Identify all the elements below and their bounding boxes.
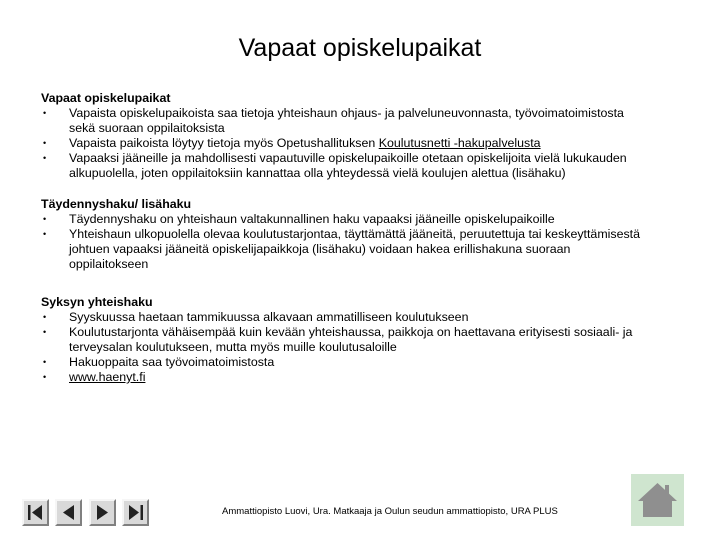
list-item-text: Koulutustarjonta vähäisempää kuin kevään yhteishaussa, paikkoja on haettavana erityisesti sosiaali- ja terveysalan koulutukseen, mutta myös muille koulutusaloille bbox=[69, 325, 633, 354]
list-item-text: Syyskuussa haetaan tammikuussa alkavaan ammatilliseen koulutukseen bbox=[69, 310, 469, 324]
list-item bbox=[41, 136, 641, 151]
list-item bbox=[41, 355, 641, 370]
home-button[interactable] bbox=[631, 474, 684, 526]
koulutusnetti-link[interactable]: Koulutusnetti -hakupalvelusta bbox=[378, 136, 541, 150]
first-slide-button[interactable] bbox=[22, 499, 49, 526]
bullet-icon: • bbox=[43, 138, 47, 148]
list-item-text: Hakuoppaita saa työvoimatoimistosta bbox=[69, 355, 275, 369]
bullet-icon: • bbox=[43, 357, 47, 367]
slide-title: Vapaat opiskelupaikat bbox=[238, 34, 482, 62]
bullet-icon: • bbox=[43, 229, 47, 239]
slide-content bbox=[41, 91, 641, 385]
footer-text: Ammattiopisto Luovi, Ura. Matkaaja ja Oulun seudun ammattiopisto, URA PLUS bbox=[222, 506, 558, 517]
bullet-icon: • bbox=[43, 327, 47, 337]
section-heading: Täydennyshaku/ lisähaku bbox=[41, 197, 192, 211]
section-heading: Vapaat opiskelupaikat bbox=[41, 91, 171, 105]
bullet-icon: • bbox=[43, 214, 47, 224]
haenyt-link[interactable]: www.haenyt.fi bbox=[69, 370, 146, 384]
bullet-icon: • bbox=[43, 372, 47, 382]
list-item bbox=[41, 212, 641, 227]
list-item-text: Vapaista opiskelupaikoista saa tietoja yhteishaun ohjaus- ja palveluneuvonnasta, työvoimatoimistosta sekä suoraan oppilaitoksista bbox=[69, 106, 624, 135]
list-item bbox=[41, 106, 641, 136]
last-slide-button[interactable] bbox=[122, 499, 149, 526]
list-item bbox=[41, 310, 641, 325]
last-slide-icon bbox=[124, 501, 147, 524]
list-item-text: Vapaaksi jääneille ja mahdollisesti vapautuville opiskelupaikoille otetaan opiskelijoita vielä lukukauden alkupuolella, joten oppilaitoksiin kannattaa olla yhteydessä vielä koulujen alettua (lisähaku) bbox=[69, 151, 627, 180]
list-item bbox=[41, 151, 641, 181]
list-item-text: Täydennyshaku on yhteishaun valtakunnallinen haku vapaaksi jääneille opiskelupaikoille bbox=[69, 212, 555, 226]
bullet-icon: • bbox=[43, 312, 47, 322]
list-item bbox=[41, 227, 641, 272]
list-item bbox=[41, 325, 641, 355]
section-heading: Syksyn yhteishaku bbox=[41, 295, 153, 309]
list-item bbox=[41, 370, 641, 385]
list-item-text: Vapaista paikoista löytyy tietoja myös Opetushallituksen bbox=[69, 136, 379, 150]
home-icon bbox=[631, 474, 684, 526]
previous-slide-icon bbox=[57, 501, 80, 524]
bullet-icon: • bbox=[43, 108, 47, 118]
next-slide-button[interactable] bbox=[89, 499, 116, 526]
next-slide-icon bbox=[91, 501, 114, 524]
previous-slide-button[interactable] bbox=[55, 499, 82, 526]
list-item-text: Yhteishaun ulkopuolella olevaa koulutustarjontaa, täyttämättä jääneitä, peruutettuja tai keskeyttämisestä johtuen vapaaksi jääneitä opiskelijapaikkoja (lisähaku) voidaan hakea erillishakuna suoraan oppilaitokseen bbox=[69, 227, 641, 271]
section-vapaat bbox=[41, 91, 641, 181]
bullet-icon: • bbox=[43, 153, 47, 163]
first-slide-icon bbox=[24, 501, 47, 524]
section-syksyn-yhteishaku bbox=[41, 295, 641, 385]
section-taydennyshaku bbox=[41, 197, 641, 272]
